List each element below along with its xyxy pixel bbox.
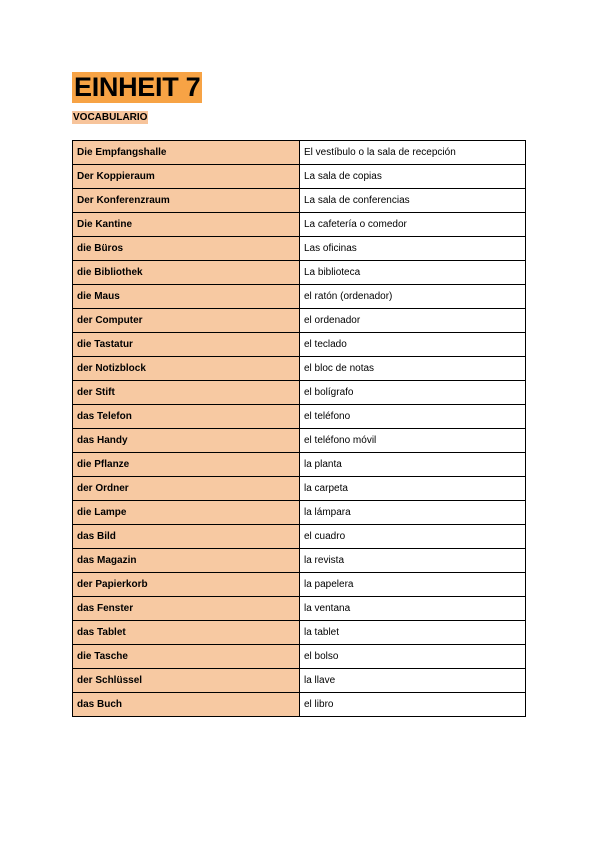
german-term-cell: die Maus [73, 285, 300, 309]
spanish-translation-cell: la tablet [300, 621, 526, 645]
table-row [73, 309, 526, 333]
spanish-translation-cell: la ventana [300, 597, 526, 621]
table-row [73, 525, 526, 549]
spanish-translation-cell: la planta [300, 453, 526, 477]
german-term-cell: der Computer [73, 309, 300, 333]
table-row [73, 549, 526, 573]
german-term-cell: das Buch [73, 693, 300, 717]
table-row [73, 357, 526, 381]
spanish-translation-cell: el teléfono [300, 405, 526, 429]
german-term-cell: der Papierkorb [73, 573, 300, 597]
german-term-cell: der Stift [73, 381, 300, 405]
table-row [73, 693, 526, 717]
spanish-translation-cell: el cuadro [300, 525, 526, 549]
table-row [73, 597, 526, 621]
table-row [73, 429, 526, 453]
german-term-cell: das Fenster [73, 597, 300, 621]
german-term-cell: Die Kantine [73, 213, 300, 237]
german-term-cell: der Notizblock [73, 357, 300, 381]
spanish-translation-cell: la papelera [300, 573, 526, 597]
section-subtitle: VOCABULARIO [73, 112, 148, 123]
spanish-translation-cell: La sala de conferencias [300, 189, 526, 213]
table-row [73, 189, 526, 213]
german-term-cell: die Pflanze [73, 453, 300, 477]
table-row [73, 573, 526, 597]
table-row [73, 477, 526, 501]
spanish-translation-cell: el ratón (ordenador) [300, 285, 526, 309]
table-row [73, 213, 526, 237]
page-title: EINHEIT 7 [74, 72, 201, 102]
vocabulary-table [72, 140, 526, 717]
german-term-cell: das Bild [73, 525, 300, 549]
german-term-cell: die Lampe [73, 501, 300, 525]
german-term-cell: das Magazin [73, 549, 300, 573]
table-row [73, 333, 526, 357]
german-term-cell: die Tasche [73, 645, 300, 669]
spanish-translation-cell: el bolígrafo [300, 381, 526, 405]
german-term-cell: Der Koppieraum [73, 165, 300, 189]
german-term-cell: Der Konferenzraum [73, 189, 300, 213]
spanish-translation-cell: el bloc de notas [300, 357, 526, 381]
german-term-cell: die Büros [73, 237, 300, 261]
german-term-cell: das Tablet [73, 621, 300, 645]
german-term-cell: der Ordner [73, 477, 300, 501]
german-term-cell: das Telefon [73, 405, 300, 429]
table-row [73, 669, 526, 693]
table-row [73, 453, 526, 477]
spanish-translation-cell: el teclado [300, 333, 526, 357]
spanish-translation-cell: La biblioteca [300, 261, 526, 285]
spanish-translation-cell: la carpeta [300, 477, 526, 501]
spanish-translation-cell: Las oficinas [300, 237, 526, 261]
spanish-translation-cell: la llave [300, 669, 526, 693]
spanish-translation-cell: el bolso [300, 645, 526, 669]
table-row [73, 501, 526, 525]
table-row [73, 165, 526, 189]
spanish-translation-cell: el ordenador [300, 309, 526, 333]
spanish-translation-cell: la lámpara [300, 501, 526, 525]
spanish-translation-cell: El vestíbulo o la sala de recepción [300, 141, 526, 165]
spanish-translation-cell: el libro [300, 693, 526, 717]
german-term-cell: Die Empfangshalle [73, 141, 300, 165]
spanish-translation-cell: la revista [300, 549, 526, 573]
table-row [73, 261, 526, 285]
table-row [73, 645, 526, 669]
spanish-translation-cell: el teléfono móvil [300, 429, 526, 453]
german-term-cell: die Bibliothek [73, 261, 300, 285]
vocabulary-table-body [73, 141, 526, 717]
german-term-cell: das Handy [73, 429, 300, 453]
german-term-cell: der Schlüssel [73, 669, 300, 693]
table-row [73, 237, 526, 261]
german-term-cell: die Tastatur [73, 333, 300, 357]
table-row [73, 621, 526, 645]
table-row [73, 285, 526, 309]
spanish-translation-cell: La cafetería o comedor [300, 213, 526, 237]
table-row [73, 405, 526, 429]
spanish-translation-cell: La sala de copias [300, 165, 526, 189]
table-row [73, 381, 526, 405]
table-row [73, 141, 526, 165]
